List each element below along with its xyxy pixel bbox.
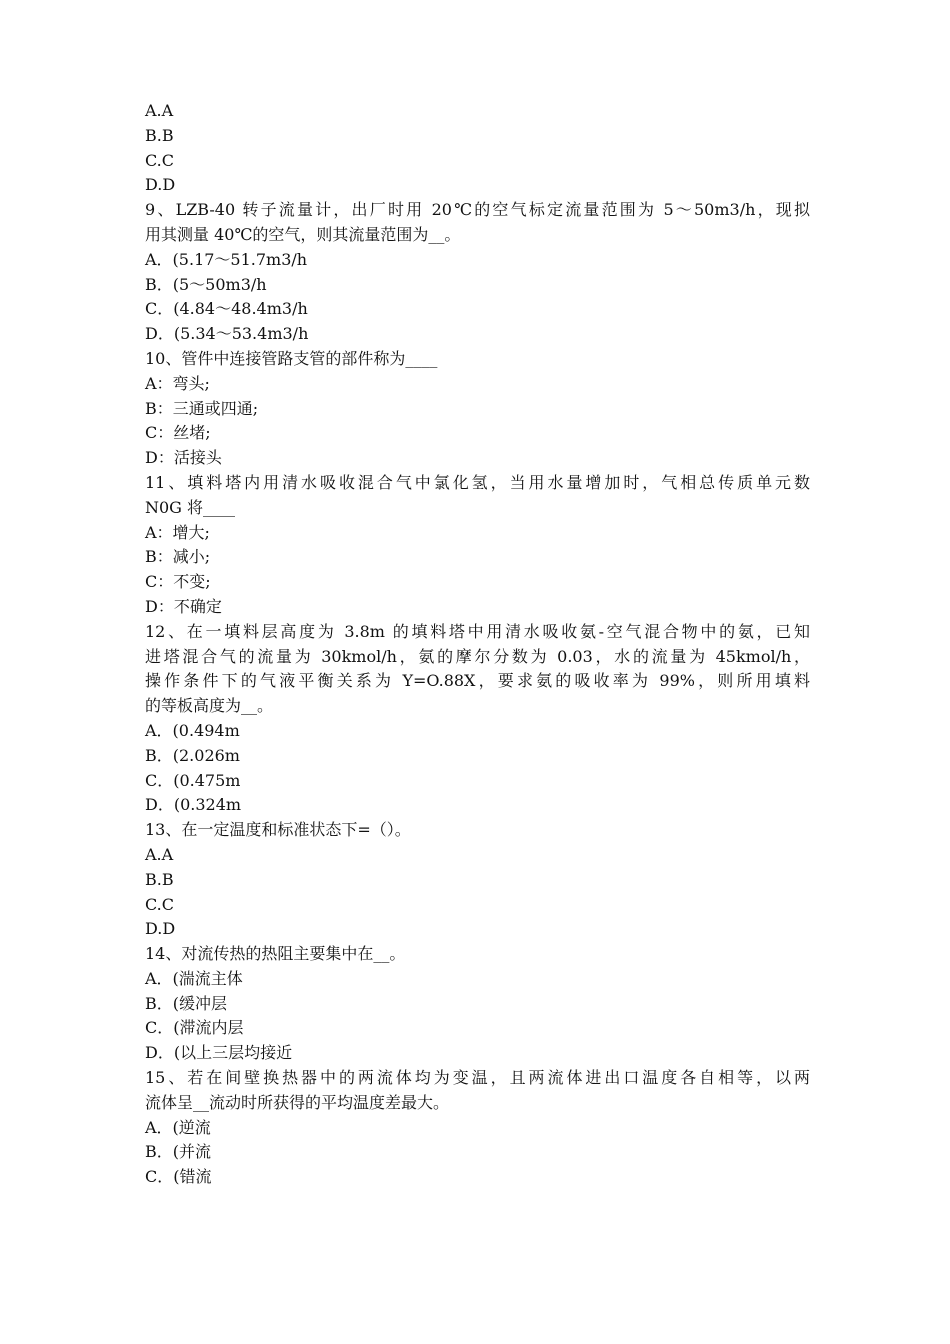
option-line: D．(0.324m (145, 795, 242, 815)
option-line: B．(2.026m (145, 745, 240, 765)
option-line: A：弯头; (145, 373, 210, 393)
option-line: A．(5.17～51.7m3/h (145, 249, 308, 269)
question-text: 用其测量 40℃的空气，则其流量范围为__。 (145, 224, 461, 244)
question-text: N0G 将____ (145, 497, 236, 517)
option-line: B．(缓冲层 (145, 993, 228, 1013)
option-line: B：三通或四通; (145, 398, 259, 418)
question-text: 操作条件下的气液平衡关系为 Y=O.88X，要求氨的吸收率为 99%，则所用填料 (145, 671, 810, 691)
option-line: A．(湍流主体 (145, 968, 243, 988)
option-line: C.C (145, 894, 174, 914)
option-line: D：活接头 (145, 448, 222, 468)
option-line: B.B (145, 869, 174, 889)
question-text: 13、在一定温度和标准状态下=（）。 (145, 820, 411, 840)
option-line: C．(滞流内层 (145, 1018, 244, 1038)
option-line: A.A (145, 844, 174, 864)
option-line: C：丝堵; (145, 423, 211, 443)
option-line: C．(0.475m (145, 770, 241, 790)
question-text: 11、填料塔内用清水吸收混合气中氯化氢，当用水量增加时，气相总传质单元数 (145, 472, 810, 492)
question-text: 流体呈__流动时所获得的平均温度差最大。 (145, 1092, 450, 1112)
question-text: 14、对流传热的热阻主要集中在__。 (145, 944, 406, 964)
option-line: B．(5～50m3/h (145, 274, 267, 294)
question-text: 进塔混合气的流量为 30kmol/h，氨的摩尔分数为 0.03，水的流量为 45kmol/h， (145, 646, 810, 666)
option-line: B．(并流 (145, 1142, 212, 1162)
text-line: B.B (145, 125, 174, 145)
question-text: 9、LZB-40 转子流量计，出厂时用 20℃的空气标定流量范围为 5～50m3/h，现拟 (145, 200, 810, 220)
option-line: A：增大; (145, 522, 210, 542)
text-line: A.A (145, 101, 174, 120)
option-line: D：不确定 (145, 596, 222, 616)
text-line: D.D (145, 175, 176, 195)
question-text: 的等板高度为__。 (145, 696, 274, 716)
option-line: C．(错流 (145, 1167, 212, 1187)
option-line: B：减小; (145, 547, 211, 567)
option-line: D.D (145, 919, 176, 939)
question-text: 10、管件中连接管路支管的部件称为____ (145, 348, 438, 368)
option-line: D．(5.34～53.4m3/h (145, 324, 309, 344)
option-line: A．(逆流 (145, 1117, 211, 1137)
text-line: C.C (145, 150, 174, 170)
option-line: D．(以上三层均接近 (145, 1043, 293, 1063)
option-line: C：不变; (145, 572, 211, 592)
question-text: 12、在一填料层高度为 3.8m 的填料塔中用清水吸收氨-空气混合物中的氨，已知 (145, 621, 810, 641)
question-text: 15、若在间壁换热器中的两流体均为变温，且两流体进出口温度各自相等，以两 (145, 1068, 810, 1088)
option-line: C．(4.84～48.4m3/h (145, 299, 308, 319)
document-body (145, 99, 810, 1190)
option-line: A．(0.494m (145, 720, 240, 740)
